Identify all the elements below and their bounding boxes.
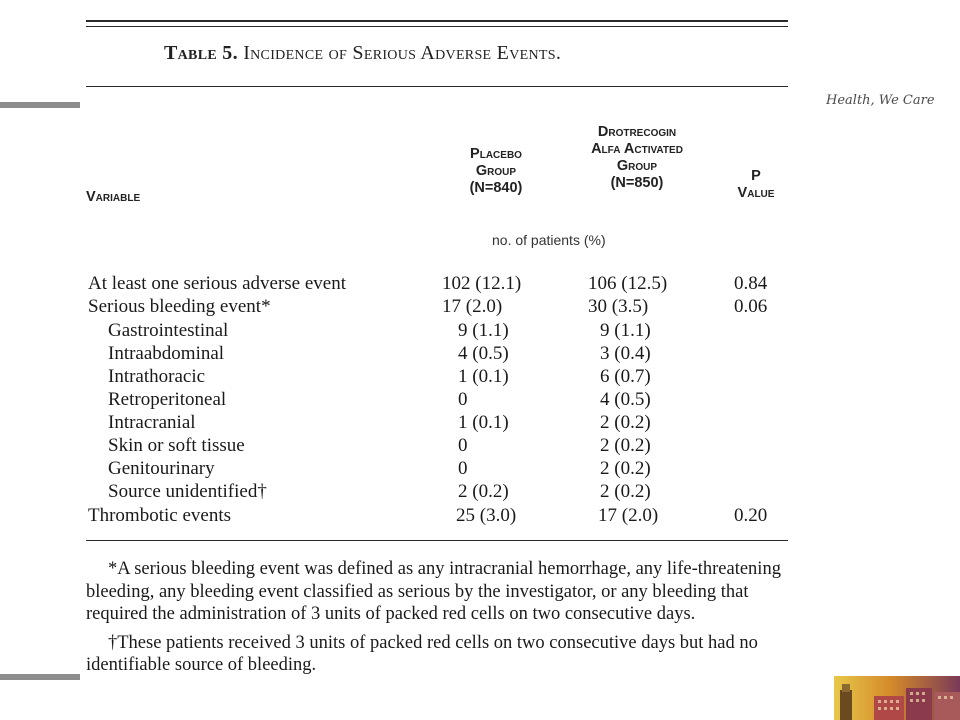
table-caption bbox=[164, 42, 561, 65]
table-row: Skin or soft tissue 0 2 (0.2) bbox=[108, 435, 651, 456]
body-rule bbox=[86, 540, 788, 541]
building-photo bbox=[834, 676, 960, 720]
table-row: Genitourinary 0 2 (0.2) bbox=[108, 458, 651, 479]
table-row: At least one serious adverse event 102 (12.1) 106 (12.5) 0.84 bbox=[88, 273, 768, 294]
footnote-serious-bleeding: *A serious bleeding event was defined as any intracranial hemorrhage, any life-threatening bleeding, any bleeding event classified as serious by the investigator, or any bleeding that required the administration of 3 units of packed red cells on two consecutive days. bbox=[86, 559, 781, 625]
table-row: Serious bleeding event* 17 (2.0) 30 (3.5) 0.06 bbox=[88, 296, 768, 317]
table-row: Retroperitoneal 0 4 (0.5) bbox=[108, 389, 651, 410]
table-row: Intrathoracic 1 (0.1) 6 (0.7) bbox=[108, 366, 651, 387]
top-rule-thick bbox=[86, 20, 788, 22]
table-row: Source unidentified† 2 (0.2) 2 (0.2) bbox=[108, 481, 651, 502]
caption-rule bbox=[86, 86, 788, 87]
table-number: Table 5. bbox=[164, 42, 238, 64]
slide-bar-top bbox=[0, 102, 80, 108]
units-label: no. of patients (%) bbox=[492, 232, 606, 248]
table-row: Gastrointestinal 9 (1.1) 9 (1.1) bbox=[108, 320, 651, 341]
slide-tagline: Health, We Care bbox=[826, 93, 935, 108]
table-row: Thrombotic events 25 (3.0) 17 (2.0) 0.20 bbox=[88, 505, 768, 526]
table-title: Incidence of Serious Adverse Events. bbox=[243, 42, 562, 64]
table-row: Intraabdominal 4 (0.5) 3 (0.4) bbox=[108, 343, 651, 364]
header-placebo: Placebo Group (N=840) bbox=[469, 146, 523, 196]
slide-bar-bottom bbox=[0, 674, 80, 680]
top-rule-thin bbox=[86, 26, 788, 27]
footnote-source-unidentified: †These patients received 3 units of packed red cells on two consecutive days but had no identifiable source of bleeding. bbox=[86, 632, 758, 676]
adverse-events-table bbox=[80, 0, 800, 720]
table-row: Intracranial 1 (0.1) 2 (0.2) bbox=[108, 412, 651, 433]
header-variable: Variable bbox=[86, 189, 141, 205]
header-drotrecogin: Drotrecogin Alfa Activated Group (N=850) bbox=[591, 124, 683, 191]
footnotes bbox=[86, 558, 788, 683]
header-p-value: P Value bbox=[737, 168, 775, 201]
